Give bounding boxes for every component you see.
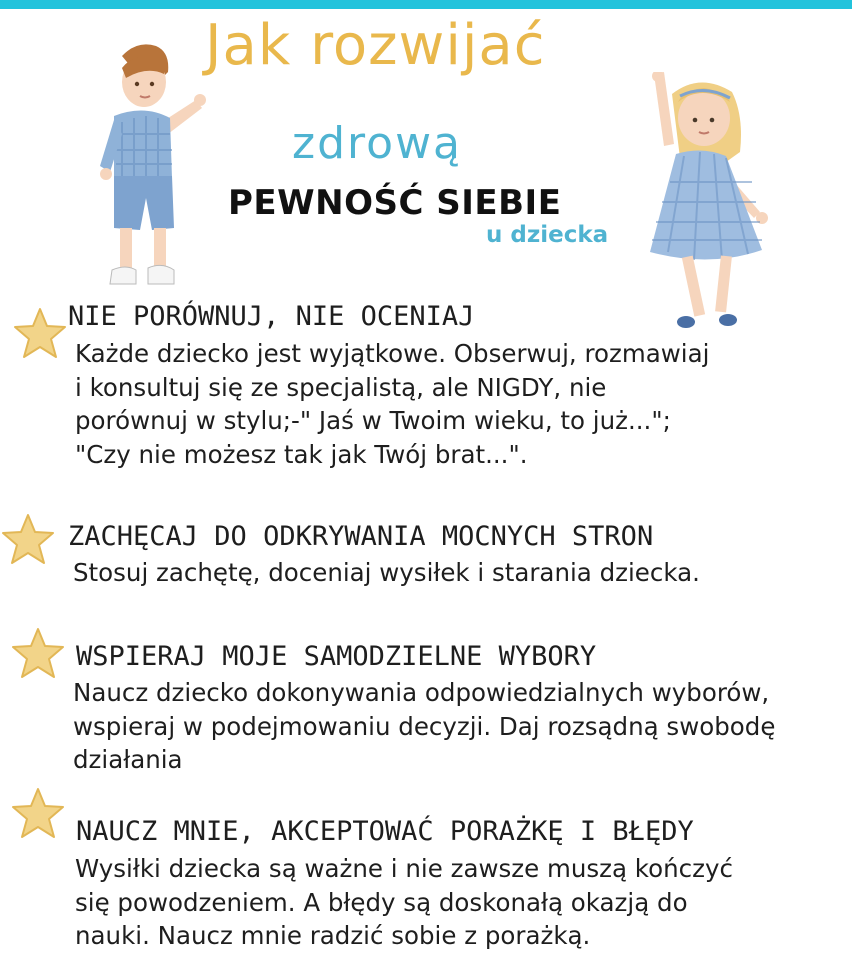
title-line-1: Jak rozwijać	[205, 13, 546, 78]
top-accent-bar	[0, 0, 852, 9]
title-line-4: u dziecka	[486, 222, 609, 248]
text-line: Naucz dziecko dokonywania odpowiedzialnych wyborów,	[73, 678, 770, 707]
title-line-3: PEWNOŚĆ SIEBIE	[228, 183, 562, 223]
text-line: wspieraj w podejmowaniu decyzji. Daj rozsądną swobodę	[73, 711, 776, 741]
star-icon	[12, 306, 68, 362]
section-1-text	[75, 337, 709, 471]
text-line: "Czy nie możesz tak jak Twój brat...".	[75, 439, 528, 469]
star-icon	[10, 626, 66, 682]
boy-illustration	[92, 38, 217, 296]
text-line: Każde dziecko jest wyjątkowe. Obserwuj, rozmawiaj	[75, 339, 710, 368]
section-2-title: ZACHĘCAJ DO ODKRYWANIA MOCNYCH STRON	[68, 521, 654, 552]
section-4-title: NAUCZ MNIE, AKCEPTOWAĆ PORAŻKĘ I BŁĘDY	[76, 816, 694, 847]
title-line-2: zdrową	[292, 118, 463, 169]
text-line: nauki. Naucz mnie radzić sobie z porażką.	[75, 921, 591, 950]
section-3-text	[73, 676, 775, 777]
star-icon	[10, 786, 66, 842]
text-line: się powodzeniem. A błędy są doskonałą okazją do	[75, 887, 688, 917]
text-line: Wysiłki dziecka są ważne i nie zawsze muszą kończyć	[75, 854, 733, 883]
text-line: porównuj w stylu;-" Jaś w Twoim wieku, to już...";	[75, 406, 671, 435]
text-line: Stosuj zachętę, doceniaj wysiłek i starania dziecka.	[73, 558, 700, 587]
section-1-title: NIE PORÓWNUJ, NIE OCENIAJ	[68, 301, 475, 332]
girl-illustration	[640, 72, 780, 334]
section-4-text	[75, 852, 733, 953]
section-3-title: WSPIERAJ MOJE SAMODZIELNE WYBORY	[76, 641, 597, 672]
star-icon	[0, 512, 56, 568]
text-line: i konsultuj się ze specjalistą, ale NIGDY, nie	[75, 372, 607, 402]
section-2-text	[73, 556, 700, 590]
text-line: działania	[73, 745, 183, 774]
